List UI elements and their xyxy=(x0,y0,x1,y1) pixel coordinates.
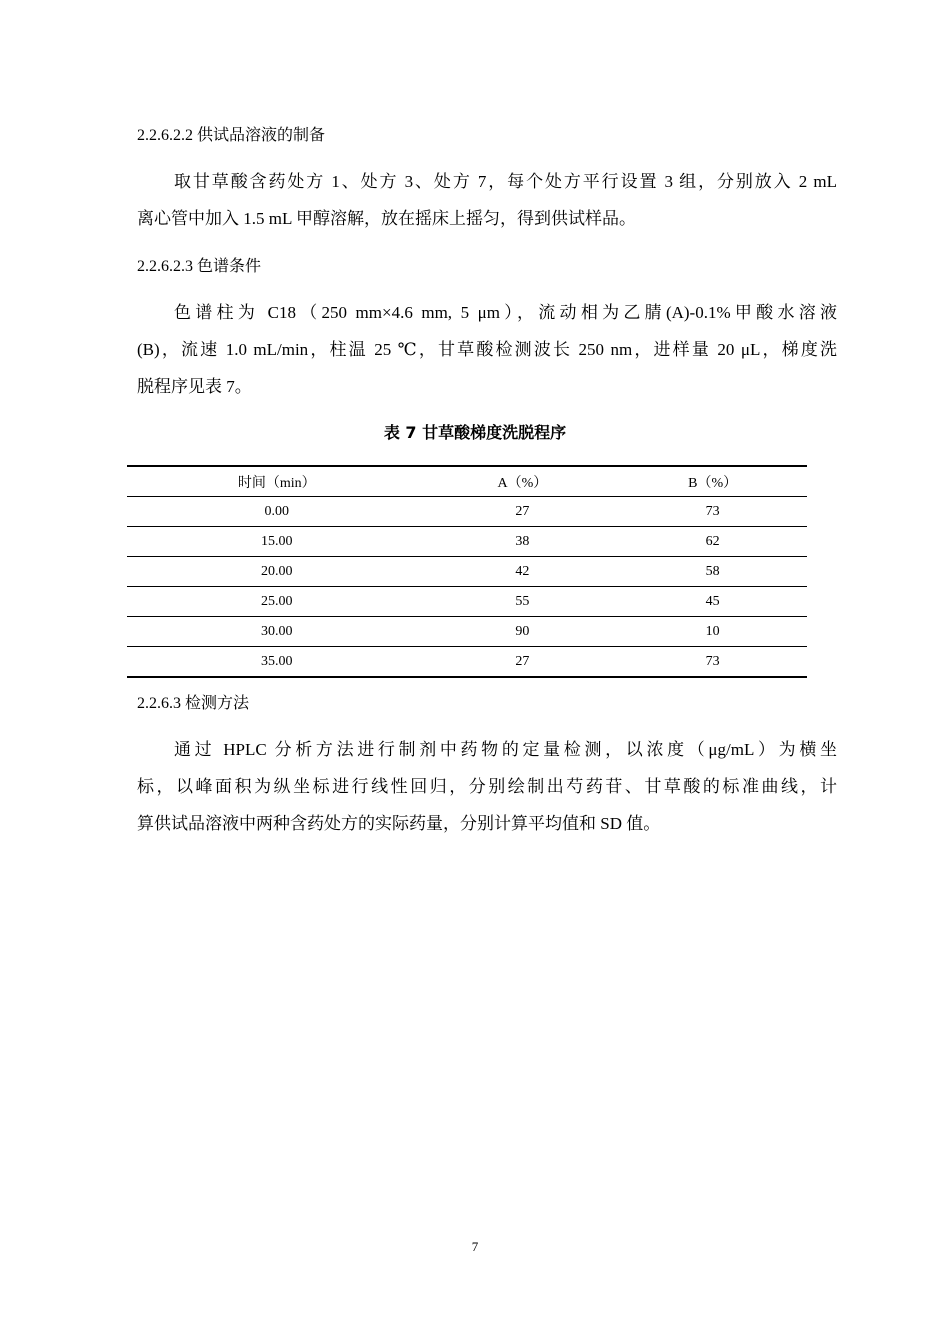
paragraph-sample-prep xyxy=(137,163,837,237)
table-row xyxy=(127,527,807,557)
table-row xyxy=(127,647,807,678)
column-header-b: B（%） xyxy=(618,466,807,497)
cell-a: 38 xyxy=(427,527,619,557)
table-row xyxy=(127,587,807,617)
cell-time: 25.00 xyxy=(127,587,427,617)
paragraph-chromatography xyxy=(137,294,837,405)
cell-time: 0.00 xyxy=(127,497,427,527)
paragraph-line: 脱程序见表 7。 xyxy=(137,377,252,396)
paragraph-detection xyxy=(137,731,837,842)
cell-a: 42 xyxy=(427,557,619,587)
paragraph-line: 标，以峰面积为纵坐标进行线性回归，分别绘制出芍药苷、甘草酸的标准曲线，计 xyxy=(137,777,837,796)
cell-time: 15.00 xyxy=(127,527,427,557)
cell-b: 62 xyxy=(618,527,807,557)
paragraph-line: 取甘草酸含药处方 1、处方 3、处方 7，每个处方平行设置 3 组，分别放入 2 mL xyxy=(174,172,837,191)
gradient-elution-table xyxy=(127,465,807,678)
cell-time: 30.00 xyxy=(127,617,427,647)
section-heading-detection: 2.2.6.3 检测方法 xyxy=(137,695,250,712)
table-row xyxy=(127,497,807,527)
cell-b: 73 xyxy=(618,497,807,527)
page-number: 7 xyxy=(471,1239,479,1254)
table-row xyxy=(127,557,807,587)
cell-b: 58 xyxy=(618,557,807,587)
table-row xyxy=(127,617,807,647)
table-title: 表 7 甘草酸梯度洗脱程序 xyxy=(383,423,567,442)
paragraph-line: 通过 HPLC 分析方法进行制剂中药物的定量检测，以浓度（μg/mL）为横坐 xyxy=(174,740,837,759)
cell-b: 45 xyxy=(618,587,807,617)
paragraph-line: 色谱柱为 C18（250 mm×4.6 mm, 5 μm），流动相为乙腈(A)-0.1%甲酸水溶液 xyxy=(174,303,837,322)
cell-a: 27 xyxy=(427,647,619,678)
paragraph-line: (B)，流速 1.0 mL/min，柱温 25 ℃，甘草酸检测波长 250 nm，进样量 20 μL，梯度洗 xyxy=(137,340,837,359)
cell-b: 10 xyxy=(618,617,807,647)
cell-a: 27 xyxy=(427,497,619,527)
table-header-row xyxy=(127,466,807,497)
section-heading-chromatography: 2.2.6.2.3 色谱条件 xyxy=(137,258,262,275)
paragraph-line: 算供试品溶液中两种含药处方的实际药量，分别计算平均值和 SD 值。 xyxy=(137,814,661,833)
column-header-a: A（%） xyxy=(427,466,619,497)
cell-b: 73 xyxy=(618,647,807,678)
cell-time: 35.00 xyxy=(127,647,427,678)
cell-time: 20.00 xyxy=(127,557,427,587)
cell-a: 90 xyxy=(427,617,619,647)
paragraph-line: 离心管中加入 1.5 mL 甲醇溶解，放在摇床上摇匀，得到供试样品。 xyxy=(137,209,636,228)
column-header-time: 时间（min） xyxy=(127,466,427,497)
cell-a: 55 xyxy=(427,587,619,617)
section-heading-sample-prep: 2.2.6.2.2 供试品溶液的制备 xyxy=(137,127,326,144)
